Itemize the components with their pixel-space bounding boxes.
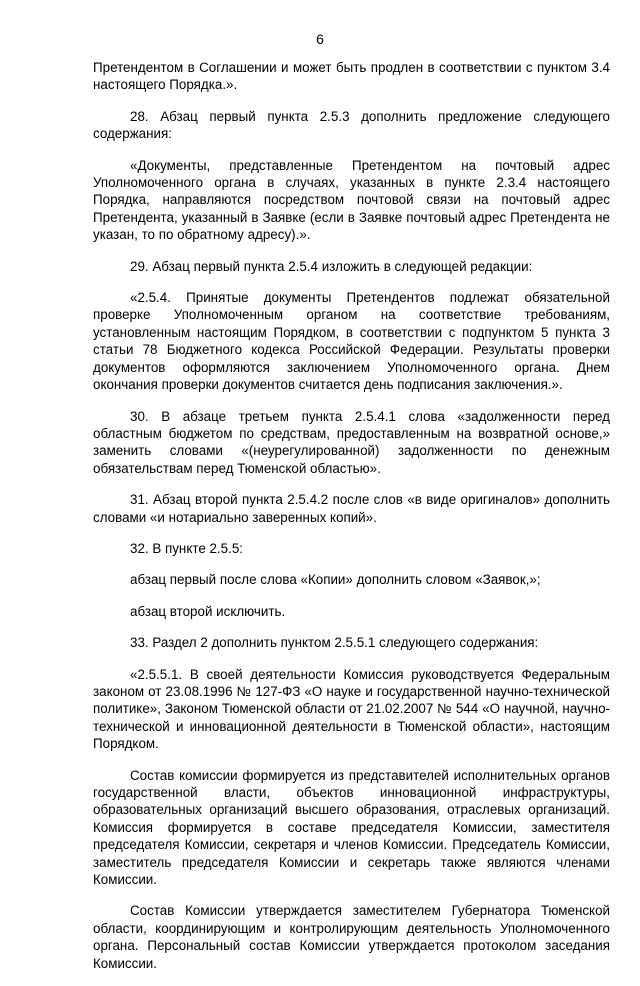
- paragraph-quote-2-5-5-1: «2.5.5.1. В своей деятельности Комиссия руководствуется Федеральным законом от 23.08.1996 № 127-ФЗ «О науке и государственной научно-технической политике», Законом Тюменской области от 21.02.2007 № 544 «О научной, научно-технической и инновационной деятельности в Тюменской области», настоящим Порядком.: [93, 666, 610, 752]
- paragraph-item-29: 29. Абзац первый пункта 2.5.4 изложить в следующей редакции:: [130, 258, 533, 274]
- paragraph-item-32: 32. В пункте 2.5.5:: [130, 540, 243, 556]
- paragraph-commission-composition: Состав комиссии формируется из представителей исполнительных органов государственной власти, объектов инновационной инфраструктуры, образовательных организаций высшего образования, отраслевых организаций. Комиссия формируется в составе председателя Комиссии, заместителя председателя Комиссии, секретаря и членов Комиссии. Председатель Комиссии, заместитель председателя Комиссии и секретарь также являются членами Комиссии.: [93, 767, 610, 888]
- paragraph-quote-2-5-4: «2.5.4. Принятые документы Претендентов подлежат обязательной проверке Уполномоченным органом на соответствие требованиям, установленным настоящим Порядком, в соответствии с подпунктом 5 пункта 3 статьи 78 Бюджетного кодекса Российской Федерации. Результаты проверки документов оформляются заключением Уполномоченного органа. Днем окончания проверки документов считается день подписания заключения.».: [93, 290, 610, 393]
- page-number: 6: [316, 31, 324, 47]
- paragraph-item-30: 30. В абзаце третьем пункта 2.5.4.1 слова «задолженности перед областным бюджетом по средствам, предоставленным на возвратной основе,» заменить словами «(неурегулированной) задолженности по денежным обязательствам перед Тюменской областью».: [93, 408, 610, 476]
- paragraph-item-32-first: абзац первый после слова «Копии» дополнить словом «Заявок,»;: [130, 572, 541, 588]
- paragraph-item-31: 31. Абзац второй пункта 2.5.4.2 после слов «в виде оригиналов» дополнить словами «и нотариально заверенных копий».: [93, 492, 610, 525]
- paragraph-quote-2-5-3: «Документы, представленные Претендентом на почтовый адрес Уполномоченного органа в случаях, указанных в пункте 2.3.4 настоящего Порядка, направляются посредством почтовой связи на почтовый адрес Претендента, указанный в Заявке (если в Заявке почтовый адрес Претендента не указан, то по обратному адресу).».: [93, 157, 610, 243]
- paragraph-commission-approval: Состав Комиссии утверждается заместителем Губернатора Тюменской области, координирующим и контролирующим деятельность Уполномоченного органа. Персональный состав Комиссии утверждается протоколом заседания Комиссии.: [93, 903, 610, 971]
- paragraph-continuation: Претендентом в Соглашении и может быть продлен в соответствии с пунктом 3.4 настоящего Порядка.».: [93, 60, 610, 93]
- paragraph-item-28: 28. Абзац первый пункта 2.5.3 дополнить предложение следующего содержания:: [93, 108, 610, 142]
- paragraph-item-32-second: абзац второй исключить.: [130, 603, 286, 619]
- document-body: [93, 59, 610, 986]
- paragraph-item-33: 33. Раздел 2 дополнить пунктом 2.5.5.1 следующего содержания:: [130, 635, 539, 651]
